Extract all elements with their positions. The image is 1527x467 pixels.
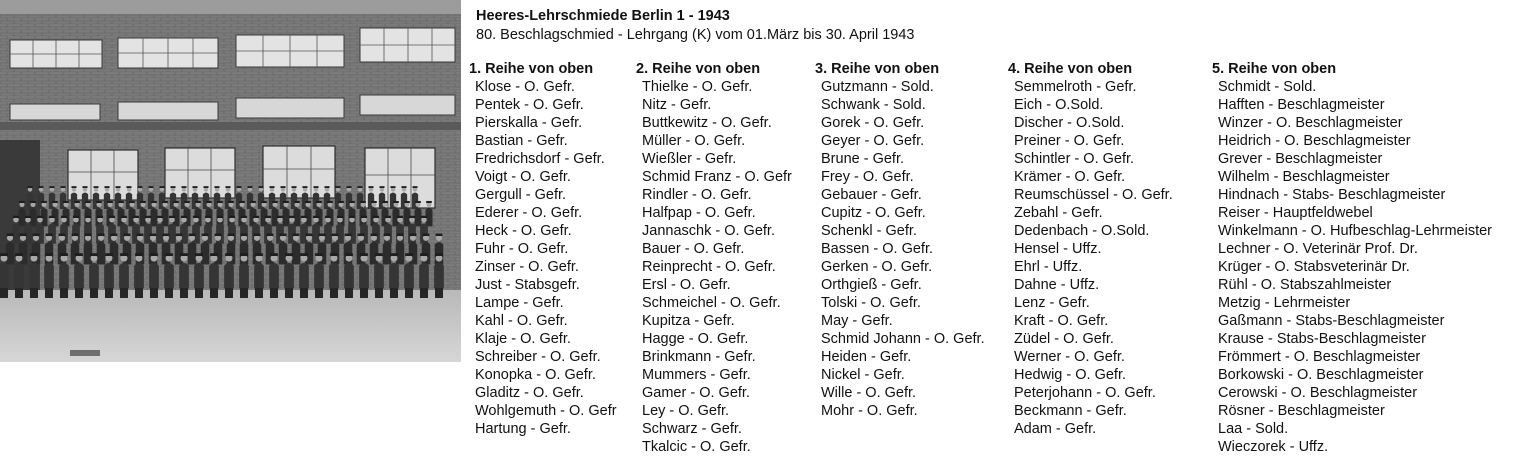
name-entry: Krause - Stabs-Beschlagmeister [1218,331,1426,347]
name-entry: Nickel - Gefr. [821,367,905,383]
name-entry: Hagge - O. Gefr. [642,331,749,347]
name-entry: Hafften - Beschlagmeister [1218,97,1385,113]
name-entry: Schmeichel - O. Gefr. [642,295,781,311]
name-entry: Geyer - O. Gefr. [821,133,925,149]
name-entry: Semmelroth - Gefr. [1014,79,1137,95]
name-entry: Cupitz - O. Gefr. [821,205,926,221]
page-title: Heeres-Lehrschmiede Berlin 1 - 1943 [476,8,730,24]
courtyard-ground [0,290,461,362]
name-list [469,78,617,438]
name-entry: Winzer - O. Beschlagmeister [1218,115,1403,131]
name-entry: Ersl - O. Gefr. [642,277,731,293]
name-entry: Fredrichsdorf - Gefr. [475,151,605,167]
name-entry: Krüger - O. Stabsveterinär Dr. [1218,259,1410,275]
name-entry: Wieczorek - Uffz. [1218,439,1329,455]
name-entry: Rösner - Beschlagmeister [1218,403,1385,419]
course-subtitle: 80. Beschlagschmied - Lehrgang (K) vom 01.März bis 30. April 1943 [476,27,915,43]
column-heading: 3. Reihe von oben [815,61,940,77]
name-entry: Klaje - O. Gefr. [475,331,571,347]
name-entry: Eich - O.Sold. [1014,97,1104,113]
name-entry: Peterjohann - O. Gefr. [1014,385,1156,401]
name-entry: Lampe - Gefr. [475,295,564,311]
name-entry: Gamer - O. Gefr. [642,385,750,401]
name-entry: Fuhr - O. Gefr. [475,241,569,257]
name-entry: Züdel - O. Gefr. [1014,331,1114,347]
name-entry: Tolski - O. Gefr. [821,295,921,311]
name-entry: Kraft - O. Gefr. [1014,313,1109,329]
name-entry: Müller - O. Gefr. [642,133,746,149]
name-list [1008,78,1173,438]
name-entry: Pierskalla - Gefr. [475,115,583,131]
name-entry: Heck - O. Gefr. [475,223,572,239]
name-entry: Jannaschk - O. Gefr. [642,223,775,239]
name-entry: Borkowski - O. Beschlagmeister [1218,367,1424,383]
name-entry: Beckmann - Gefr. [1014,403,1127,419]
name-entry: Schreiber - O. Gefr. [475,349,601,365]
name-entry: Rühl - O. Stabszahlmeister [1218,277,1392,293]
name-entry: Frey - O. Gefr. [821,169,914,185]
name-entry: Just - Stabsgefr. [475,277,580,293]
column-heading: 2. Reihe von oben [636,61,761,77]
name-entry: Hindnach - Stabs- Beschlagmeister [1218,187,1446,203]
name-entry: Hedwig - O. Gefr. [1014,367,1127,383]
name-entry: Buttkewitz - O. Gefr. [642,115,772,131]
name-entry: Kupitza - Gefr. [642,313,735,329]
name-entry: Mummers - Gefr. [642,367,751,383]
name-entry: Brinkmann - Gefr. [642,349,756,365]
name-list [1212,78,1492,456]
name-entry: Wohlgemuth - O. Gefr [475,403,617,419]
name-entry: Orthgieß - Gefr. [821,277,922,293]
name-entry: Metzig - Lehrmeister [1218,295,1351,311]
name-entry: Gladitz - O. Gefr. [475,385,584,401]
name-entry: Lechner - O. Veterinär Prof. Dr. [1218,241,1418,257]
name-entry: Wilhelm - Beschlagmeister [1218,169,1390,185]
name-entry: Zinser - O. Gefr. [475,259,579,275]
name-entry: Discher - O.Sold. [1014,115,1125,131]
name-entry: Gergull - Gefr. [475,187,567,203]
name-entry: Schmidt - Sold. [1218,79,1317,95]
name-entry: Konopka - O. Gefr. [475,367,596,383]
name-entry: Hensel - Uffz. [1014,241,1102,257]
name-list [815,78,985,420]
name-entry: Hartung - Gefr. [475,421,571,437]
name-entry: Mohr - O. Gefr. [821,403,918,419]
name-entry: Schintler - O. Gefr. [1014,151,1135,167]
name-entry: Reumschüssel - O. Gefr. [1014,187,1173,203]
name-entry: Reiser - Hauptfeldwebel [1218,205,1373,221]
name-entry: Schwarz - Gefr. [642,421,742,437]
name-entry: Grever - Beschlagmeister [1218,151,1383,167]
name-entry: Frömmert - O. Beschlagmeister [1218,349,1421,365]
name-entry: Ley - O. Gefr. [642,403,730,419]
name-entry: Gerken - O. Gefr. [821,259,933,275]
name-entry: Ederer - O. Gefr. [475,205,583,221]
name-entry: Zebahl - Gefr. [1014,205,1103,221]
name-entry: Gaßmann - Stabs-Beschlagmeister [1218,313,1445,329]
name-entry: Pentek - O. Gefr. [475,97,584,113]
name-entry: Reinprecht - O. Gefr. [642,259,776,275]
row-5-column [1212,60,1492,456]
name-entry: Klose - O. Gefr. [475,79,575,95]
name-entry: Lenz - Gefr. [1014,295,1090,311]
name-entry: Wießler - Gefr. [642,151,737,167]
row-4-column [1008,60,1173,438]
name-entry: Winkelmann - O. Hufbeschlag-Lehrmeister [1218,223,1492,239]
name-entry: Schwank - Sold. [821,97,926,113]
name-entry: Dahne - Uffz. [1014,277,1100,293]
name-entry: Rindler - O. Gefr. [642,187,752,203]
name-entry: Halfpap - O. Gefr. [642,205,756,221]
name-entry: Krämer - O. Gefr. [1014,169,1126,185]
name-entry: Thielke - O. Gefr. [642,79,753,95]
name-entry: Bauer - O. Gefr. [642,241,745,257]
name-entry: Heiden - Gefr. [821,349,912,365]
column-heading: 4. Reihe von oben [1008,61,1133,77]
name-entry: Cerowski - O. Beschlagmeister [1218,385,1418,401]
name-entry: Wille - O. Gefr. [821,385,917,401]
name-entry: Brune - Gefr. [821,151,905,167]
name-entry: Gorek - O. Gefr. [821,115,925,131]
name-entry: Nitz - Gefr. [642,97,712,113]
name-entry: Bastian - Gefr. [475,133,568,149]
name-entry: Kahl - O. Gefr. [475,313,568,329]
row-2-column [636,60,792,456]
name-entry: Laa - Sold. [1218,421,1289,437]
name-entry: Schmid Johann - O. Gefr. [821,331,985,347]
name-entry: Dedenbach - O.Sold. [1014,223,1150,239]
row-3-column [815,60,985,420]
name-entry: Bassen - O. Gefr. [821,241,934,257]
name-entry: Gutzmann - Sold. [821,79,934,95]
name-entry: Schenkl - Gefr. [821,223,917,239]
name-list [636,78,792,456]
name-entry: Voigt - O. Gefr. [475,169,571,185]
name-entry: Schmid Franz - O. Gefr [642,169,792,185]
name-entry: Tkalcic - O. Gefr. [642,439,751,455]
name-entry: Werner - O. Gefr. [1014,349,1125,365]
name-entry: Adam - Gefr. [1014,421,1097,437]
column-heading: 1. Reihe von oben [469,61,594,77]
column-heading: 5. Reihe von oben [1212,61,1337,77]
name-entry: Preiner - O. Gefr. [1014,133,1125,149]
name-entry: Gebauer - Gefr. [821,187,922,203]
row-1-column [469,60,617,438]
group-photo [0,0,461,362]
name-entry: May - Gefr. [821,313,893,329]
name-entry: Heidrich - O. Beschlagmeister [1218,133,1411,149]
name-entry: Ehrl - Uffz. [1014,259,1083,275]
